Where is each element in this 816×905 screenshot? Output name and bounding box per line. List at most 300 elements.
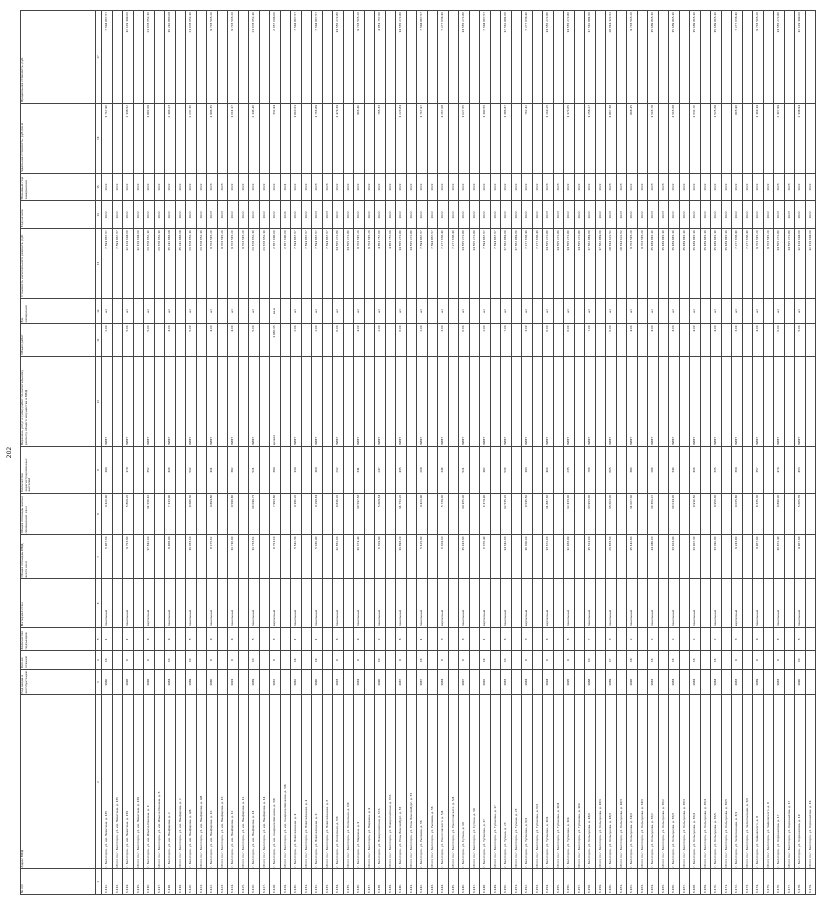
cell-floors bbox=[259, 651, 270, 670]
cell-wall: кирпичный bbox=[522, 579, 533, 628]
cell-year bbox=[448, 669, 459, 695]
cell-addr: Итого по г. Белогорск, ул. Новоселицкая, д. 4 bbox=[301, 695, 312, 869]
cell-addr: Итого по г. Белогорск, ул. Тупикова, д. 10А bbox=[574, 695, 585, 869]
cell-res: 521 bbox=[459, 447, 470, 493]
cell-area bbox=[133, 535, 144, 579]
cell-wall: панельный bbox=[186, 579, 197, 628]
cell-cost: 9 703 515,20 bbox=[207, 229, 218, 299]
cell-uc: 1 717,96 bbox=[102, 103, 113, 173]
cell-uc: 1 717,97 bbox=[417, 103, 428, 173]
cell-unit bbox=[532, 298, 543, 324]
cell-work: ЛИФТ bbox=[207, 356, 218, 446]
cell-y2: 2023 bbox=[774, 173, 785, 201]
cell-wall bbox=[721, 579, 732, 628]
repair-schedule-table bbox=[20, 10, 816, 895]
cell-y2: 2023 bbox=[322, 173, 333, 201]
cell-liv: 10 099,75 bbox=[249, 493, 260, 535]
cell-addr: Итого по г. Белогорск, ул. Челюскинцев, д. 3/1 bbox=[742, 695, 753, 869]
cell-area: 8 275,62 bbox=[207, 535, 218, 579]
cell-cost: 15 189 815,10 bbox=[690, 229, 701, 299]
table-row bbox=[679, 11, 690, 895]
cell-wall: панельный bbox=[606, 579, 617, 628]
cell-area bbox=[616, 535, 627, 579]
cell-area bbox=[532, 535, 543, 579]
cell-y1: 2022 bbox=[763, 201, 774, 229]
cell-year: 1993 bbox=[333, 669, 344, 695]
cell-addr: г. Белогорск, ул. Хользунова, д. 36/2 bbox=[648, 695, 659, 869]
cell-n: 6.139. bbox=[385, 869, 396, 895]
table-row bbox=[228, 11, 239, 895]
cell-wall: кирпичный bbox=[144, 579, 155, 628]
cell-n: 6.157. bbox=[574, 869, 585, 895]
cell-floors bbox=[301, 651, 312, 670]
cell-ent: 6 bbox=[564, 628, 575, 651]
cell-lim bbox=[238, 11, 249, 104]
cell-liv bbox=[616, 493, 627, 535]
cell-liv: 11 751,20 bbox=[396, 493, 407, 535]
cell-n: 6.160. bbox=[606, 869, 617, 895]
cell-y1: 2022 bbox=[354, 201, 365, 229]
cell-uc: 1 474,39 bbox=[333, 103, 344, 173]
cell-vol bbox=[553, 324, 564, 356]
cell-n: 6.170. bbox=[711, 869, 722, 895]
cell-y2: 2022 bbox=[564, 173, 575, 201]
cell-liv bbox=[700, 493, 711, 535]
cell-y2: 2022 bbox=[196, 173, 207, 201]
cell-liv: 4 421,90 bbox=[417, 493, 428, 535]
cell-y2: 2022 bbox=[595, 173, 606, 201]
cell-uc bbox=[175, 103, 186, 173]
cell-floors bbox=[133, 651, 144, 670]
cell-addr: г. Белогорск, ул. Рокоссовского, д. 5/4 bbox=[438, 695, 449, 869]
cell-year bbox=[679, 669, 690, 695]
cell-y1: 2022 bbox=[564, 201, 575, 229]
cell-n: 6.140. bbox=[396, 869, 407, 895]
cell-work bbox=[427, 356, 438, 446]
cell-y1: 2022 bbox=[627, 201, 638, 229]
cell-res: 605 bbox=[606, 447, 617, 493]
cell-floors: 16 bbox=[648, 651, 659, 670]
cell-work bbox=[469, 356, 480, 446]
cell-floors bbox=[784, 651, 795, 670]
column-header: Год ввода в эксплуатацию bbox=[21, 669, 96, 695]
cell-year: 1991 bbox=[228, 669, 239, 695]
cell-wall: панельный bbox=[753, 579, 764, 628]
column-header: № п/п bbox=[21, 869, 96, 895]
cell-vol bbox=[217, 324, 228, 356]
cell-ent: 1 bbox=[123, 628, 134, 651]
cell-work: ЛИФТ bbox=[543, 356, 554, 446]
cell-cost: 14 555 272,80 bbox=[459, 229, 470, 299]
cell-year: 1990 bbox=[795, 669, 806, 695]
cell-res bbox=[196, 447, 207, 493]
cell-vol bbox=[364, 324, 375, 356]
cell-uc: 1 867,38 bbox=[606, 103, 617, 173]
cell-floors: 14 bbox=[480, 651, 491, 670]
cell-year bbox=[763, 669, 774, 695]
cell-vol bbox=[784, 324, 795, 356]
cell-n: 6.138. bbox=[375, 869, 386, 895]
cell-floors bbox=[742, 651, 753, 670]
cell-year bbox=[175, 669, 186, 695]
table-row bbox=[522, 11, 533, 895]
cell-area: 6 329,90 bbox=[375, 535, 386, 579]
cell-y1: 2022 bbox=[711, 201, 722, 229]
cell-year bbox=[532, 669, 543, 695]
cell-cost: 15 189 815,10 bbox=[679, 229, 690, 299]
cell-ent bbox=[175, 628, 186, 651]
cell-addr: г. Белогорск, ул. им. Никитина, д. 135 bbox=[102, 695, 113, 869]
cell-wall bbox=[154, 579, 165, 628]
table-row bbox=[774, 11, 785, 895]
cell-vol: 2,00 bbox=[291, 324, 302, 356]
cell-cost: 4 851 757,60 bbox=[375, 229, 386, 299]
cell-unit: шт bbox=[459, 298, 470, 324]
cell-n: 6.158. bbox=[585, 869, 596, 895]
cell-unit bbox=[658, 298, 669, 324]
cell-work bbox=[175, 356, 186, 446]
cell-y2: 2021 bbox=[280, 173, 291, 201]
cell-uc: 1 766,89 bbox=[312, 103, 323, 173]
cell-unit bbox=[301, 298, 312, 324]
cell-ent bbox=[595, 628, 606, 651]
cell-wall: панельный bbox=[585, 579, 596, 628]
cell-y1: 2023 bbox=[322, 201, 333, 229]
cell-cost: 7 277 636,40 bbox=[522, 229, 533, 299]
cell-y2: 2022 bbox=[133, 173, 144, 201]
cell-addr: Итого по г. Белогорск, ул. им. Панферова, д. 2 bbox=[175, 695, 186, 869]
cell-wall: кирпичный bbox=[270, 579, 281, 628]
cell-cost: 2 657 096,00 bbox=[270, 229, 281, 299]
cell-y2: 2022 bbox=[585, 173, 596, 201]
cell-lim bbox=[133, 11, 144, 104]
cell-floors: 16 bbox=[417, 651, 428, 670]
cell-year: 1984 bbox=[690, 669, 701, 695]
cell-unit bbox=[700, 298, 711, 324]
cell-y1: 2023 bbox=[616, 201, 627, 229]
table-row bbox=[501, 11, 512, 895]
cell-ent bbox=[490, 628, 501, 651]
cell-cost: 15 189 815,10 bbox=[669, 229, 680, 299]
cell-floors: 9 bbox=[228, 651, 239, 670]
cell-work bbox=[595, 356, 606, 446]
cell-lim bbox=[616, 11, 627, 104]
cell-wall bbox=[448, 579, 459, 628]
column-number: 9 bbox=[96, 447, 102, 493]
cell-liv: 4 196,20 bbox=[291, 493, 302, 535]
cell-area bbox=[406, 535, 417, 579]
cell-uc bbox=[742, 103, 753, 173]
cell-year bbox=[343, 669, 354, 695]
cell-wall: панельный bbox=[774, 579, 785, 628]
cell-lim: 12 129 194,00 bbox=[123, 11, 134, 104]
cell-uc bbox=[385, 103, 396, 173]
cell-unit bbox=[679, 298, 690, 324]
cell-area: 13 672,00 bbox=[543, 535, 554, 579]
cell-year: 1984 bbox=[711, 669, 722, 695]
cell-lim bbox=[553, 11, 564, 104]
cell-cost: 21 678 652,10 bbox=[249, 229, 260, 299]
cell-y2: 2022 bbox=[795, 173, 806, 201]
cell-res: 194 bbox=[102, 447, 113, 493]
cell-area bbox=[784, 535, 795, 579]
cell-y2: 2022 bbox=[522, 173, 533, 201]
cell-year bbox=[616, 669, 627, 695]
cell-year bbox=[721, 669, 732, 695]
cell-lim bbox=[511, 11, 522, 104]
cell-area: 6 376,40 bbox=[480, 535, 491, 579]
cell-liv bbox=[175, 493, 186, 535]
cell-wall bbox=[805, 579, 816, 628]
cell-uc bbox=[763, 103, 774, 173]
cell-addr: Итого по г. Белогорск, ул. Хользунова, д. 34/1 bbox=[637, 695, 648, 869]
cell-unit: шт bbox=[543, 298, 554, 324]
cell-uc bbox=[406, 103, 417, 173]
cell-unit bbox=[154, 298, 165, 324]
cell-uc: 1 267,08 bbox=[438, 103, 449, 173]
cell-y2: 2022 bbox=[448, 173, 459, 201]
column-header: Удельная стоимость, руб./кв.м bbox=[21, 103, 96, 173]
cell-ent bbox=[637, 628, 648, 651]
cell-liv: 9 596,80 bbox=[228, 493, 239, 535]
cell-year bbox=[154, 669, 165, 695]
cell-lim bbox=[280, 11, 291, 104]
table-row bbox=[721, 11, 732, 895]
cell-y2: 2022 bbox=[669, 173, 680, 201]
cell-res: 235 bbox=[564, 447, 575, 493]
cell-y1: 2022 bbox=[301, 201, 312, 229]
cell-cost: 9 703 515,20 bbox=[228, 229, 239, 299]
cell-ent: 2 bbox=[669, 628, 680, 651]
table-row bbox=[711, 11, 722, 895]
cell-res: 335 bbox=[711, 447, 722, 493]
cell-y1: 2023 bbox=[774, 201, 785, 229]
cell-lim bbox=[364, 11, 375, 104]
cell-area: 14 342,60 bbox=[501, 535, 512, 579]
cell-lim: 28 614 122,52 bbox=[606, 11, 617, 104]
cell-n: 6.134. bbox=[333, 869, 344, 895]
cell-floors bbox=[364, 651, 375, 670]
cell-cost: 15 189 815,10 bbox=[711, 229, 722, 299]
table-header-row bbox=[21, 11, 96, 895]
cell-work bbox=[553, 356, 564, 446]
cell-y1: 2022 bbox=[133, 201, 144, 229]
cell-work: ЛИФТ bbox=[354, 356, 365, 446]
table-row bbox=[427, 11, 438, 895]
cell-unit: шт bbox=[144, 298, 155, 324]
cell-addr: Итого по г. Белогорск, ул. Хорошилова, д. 17 bbox=[784, 695, 795, 869]
cell-liv bbox=[112, 493, 123, 535]
cell-year: 1988 bbox=[585, 669, 596, 695]
cell-unit: шт bbox=[207, 298, 218, 324]
cell-unit bbox=[259, 298, 270, 324]
cell-work: ЛИФТ bbox=[312, 356, 323, 446]
cell-wall bbox=[238, 579, 249, 628]
table-row bbox=[144, 11, 155, 895]
cell-area bbox=[448, 535, 459, 579]
cell-liv bbox=[406, 493, 417, 535]
cell-n: 6.129. bbox=[280, 869, 291, 895]
cell-year bbox=[595, 669, 606, 695]
cell-lim bbox=[700, 11, 711, 104]
cell-res bbox=[805, 447, 816, 493]
cell-lim: 7 594 867,57 bbox=[417, 11, 428, 104]
cell-uc: 906,40 bbox=[354, 103, 365, 173]
cell-wall: панельный bbox=[459, 579, 470, 628]
cell-area: 11 872,40 bbox=[774, 535, 785, 579]
cell-year bbox=[238, 669, 249, 695]
cell-n: 6.118. bbox=[165, 869, 176, 895]
cell-floors: 9 bbox=[459, 651, 470, 670]
cell-n: 6.144. bbox=[438, 869, 449, 895]
cell-res: 179 bbox=[123, 447, 134, 493]
cell-wall bbox=[259, 579, 270, 628]
cell-vol: 6,00 bbox=[543, 324, 554, 356]
cell-res: 340 bbox=[669, 447, 680, 493]
cell-liv bbox=[322, 493, 333, 535]
table-row bbox=[753, 11, 764, 895]
cell-n: 6.116. bbox=[144, 869, 155, 895]
cell-res bbox=[238, 447, 249, 493]
table-row bbox=[112, 11, 123, 895]
cell-n: 6.163. bbox=[637, 869, 648, 895]
cell-area: 9 467,90 bbox=[795, 535, 806, 579]
cell-y1: 2022 bbox=[742, 201, 753, 229]
cell-area bbox=[469, 535, 480, 579]
cell-liv bbox=[259, 493, 270, 535]
cell-unit: шт bbox=[627, 298, 638, 324]
cell-y1: 2022 bbox=[753, 201, 764, 229]
cell-n: 6.152. bbox=[522, 869, 533, 895]
table-row bbox=[784, 11, 795, 895]
cell-y1: 2022 bbox=[595, 201, 606, 229]
cell-ent bbox=[784, 628, 795, 651]
cell-n: 6.120. bbox=[186, 869, 197, 895]
table-row bbox=[658, 11, 669, 895]
cell-work bbox=[196, 356, 207, 446]
cell-floors: 16 bbox=[690, 651, 701, 670]
cell-floors: 9 bbox=[354, 651, 365, 670]
cell-vol bbox=[511, 324, 522, 356]
cell-vol: 4,00 bbox=[165, 324, 176, 356]
cell-ent bbox=[658, 628, 669, 651]
cell-liv: 8 335,30 bbox=[753, 493, 764, 535]
cell-addr: г. Белогорск, ул. Новоселицкая, д. 6 bbox=[312, 695, 323, 869]
cell-work: ЛИФТ bbox=[144, 356, 155, 446]
cell-unit: шт bbox=[795, 298, 806, 324]
cell-lim: 15 189 815,10 bbox=[711, 11, 722, 104]
cell-area bbox=[721, 535, 732, 579]
cell-lim: 7 594 867,57 bbox=[291, 11, 302, 104]
cell-wall bbox=[385, 579, 396, 628]
cell-addr: Итого по г. Белогорск, ул. Маркина, д. 9 bbox=[364, 695, 375, 869]
cell-lim: 9 703 515,20 bbox=[207, 11, 218, 104]
cell-wall: панельный bbox=[228, 579, 239, 628]
cell-n: 6.114. bbox=[123, 869, 134, 895]
cell-lim bbox=[805, 11, 816, 104]
cell-addr: г. Белогорск, ул. Рылеева, д. 56 bbox=[417, 695, 428, 869]
cell-floors: 10 bbox=[249, 651, 260, 670]
cell-res bbox=[175, 447, 186, 493]
cell-work: ЛИФТ bbox=[501, 356, 512, 446]
cell-unit bbox=[490, 298, 501, 324]
cell-floors: 9 bbox=[732, 651, 743, 670]
cell-res bbox=[511, 447, 522, 493]
cell-unit bbox=[616, 298, 627, 324]
cell-y1: 2022 bbox=[637, 201, 648, 229]
cell-floors: 18 bbox=[627, 651, 638, 670]
cell-floors: 9 bbox=[438, 651, 449, 670]
cell-n: 6.122. bbox=[207, 869, 218, 895]
cell-unit: шт bbox=[375, 298, 386, 324]
cell-uc bbox=[259, 103, 270, 173]
cell-floors bbox=[469, 651, 480, 670]
cell-floors bbox=[595, 651, 606, 670]
table-row bbox=[238, 11, 249, 895]
cell-wall: панельный bbox=[102, 579, 113, 628]
cell-uc bbox=[616, 103, 627, 173]
cell-lim bbox=[343, 11, 354, 104]
cell-wall: панельный bbox=[795, 579, 806, 628]
cell-wall bbox=[595, 579, 606, 628]
cell-floors: 9 bbox=[522, 651, 533, 670]
cell-ent bbox=[385, 628, 396, 651]
cell-addr: Итого по г. Белогорск, ул. им. Панферова, д. 12 bbox=[238, 695, 249, 869]
cell-res bbox=[343, 447, 354, 493]
cell-y1: 2022 bbox=[522, 201, 533, 229]
cell-year bbox=[574, 669, 585, 695]
cell-work: ЛИФТ bbox=[417, 356, 428, 446]
cell-y1: 2022 bbox=[238, 201, 249, 229]
column-number: 15 bbox=[96, 173, 102, 201]
cell-floors: 9 bbox=[774, 651, 785, 670]
cell-ent bbox=[364, 628, 375, 651]
cell-wall bbox=[217, 579, 228, 628]
cell-y2: 2022 bbox=[406, 173, 417, 201]
cell-res: 352 bbox=[144, 447, 155, 493]
cell-floors bbox=[196, 651, 207, 670]
cell-uc: 1 386,87 bbox=[501, 103, 512, 173]
cell-work bbox=[574, 356, 585, 446]
cell-cost: 12 129 194,00 bbox=[795, 229, 806, 299]
cell-wall bbox=[574, 579, 585, 628]
cell-unit bbox=[574, 298, 585, 324]
cell-res bbox=[154, 447, 165, 493]
cell-cost: 21 678 652,10 bbox=[259, 229, 270, 299]
cell-uc: 2 107,99 bbox=[774, 103, 785, 173]
cell-ent bbox=[112, 628, 123, 651]
cell-unit: шт bbox=[669, 298, 680, 324]
cell-y2: 2022 bbox=[364, 173, 375, 201]
cell-ent bbox=[322, 628, 333, 651]
cell-lim: 7 277 636,40 bbox=[732, 11, 743, 104]
cell-vol: 6,00 bbox=[333, 324, 344, 356]
column-number: 16 bbox=[96, 103, 102, 173]
cell-wall bbox=[742, 579, 753, 628]
cell-y2: 2022 bbox=[732, 173, 743, 201]
cell-vol bbox=[448, 324, 459, 356]
cell-cost: 14 555 272,80 bbox=[333, 229, 344, 299]
cell-cost: 9 703 515,20 bbox=[238, 229, 249, 299]
cell-y1: 2023 bbox=[648, 201, 659, 229]
cell-cost: 14 555 272,80 bbox=[774, 229, 785, 299]
cell-y1: 2023 bbox=[658, 201, 669, 229]
cell-uc bbox=[280, 103, 291, 173]
cell-cost: 17 562 881,60 bbox=[595, 229, 606, 299]
cell-addr: г. Белогорск, ул. им. Панферова, д. 2 bbox=[165, 695, 176, 869]
cell-area bbox=[364, 535, 375, 579]
cell-y1: 2023 bbox=[606, 201, 617, 229]
